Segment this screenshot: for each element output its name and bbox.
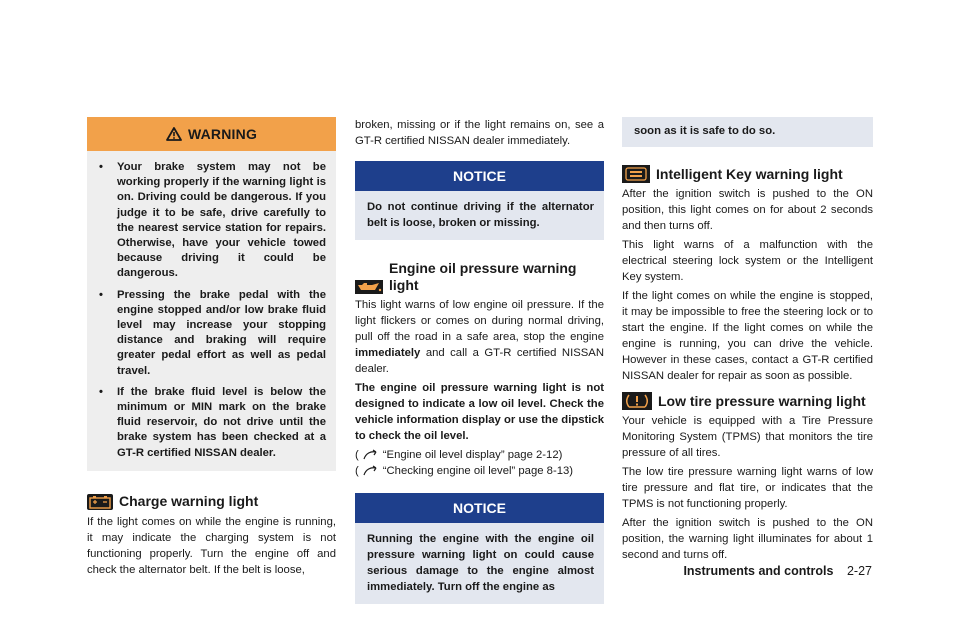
notice-body: Do not continue driving if the alternator belt is loose, broken or missing. bbox=[367, 201, 594, 229]
page-footer bbox=[683, 564, 872, 578]
notice-header: NOTICE bbox=[355, 493, 604, 523]
key-heading: Intelligent Key warning light bbox=[622, 165, 873, 183]
tire-heading: Low tire pressure warning light bbox=[622, 392, 873, 410]
key-text-1: After the ignition switch is pushed to the ON position, this light comes on for about 2 seconds and then turns off. bbox=[622, 188, 873, 232]
tire-text-3: After the ignition switch is pushed to the ON position, the warning light illuminates for about 1 second and turns off. bbox=[622, 517, 873, 561]
reference-arrow-icon bbox=[362, 449, 380, 461]
key-text-2: This light warns of a malfunction with the electrical steering lock system or the Intelligent Key system. bbox=[622, 239, 873, 283]
reference-arrow-icon bbox=[362, 465, 380, 477]
notice-header: NOTICE bbox=[355, 161, 604, 191]
tire-pressure-icon bbox=[622, 392, 652, 410]
column-middle bbox=[355, 117, 604, 604]
oil-note: The engine oil pressure warning light is not designed to indicate a low oil level. Check the vehicle information display or use the dipstick to check the oil level. bbox=[355, 382, 604, 442]
oil-can-icon bbox=[355, 280, 383, 294]
charge-text: If the light comes on while the engine is running, it may indicate the charging system is not functioning properly. Turn the engine off and check the alternator belt. If the belt is loose, bbox=[87, 515, 336, 576]
battery-icon bbox=[87, 494, 113, 510]
column-right bbox=[622, 117, 873, 566]
notice-box-continued bbox=[622, 117, 873, 147]
column-left bbox=[87, 117, 336, 581]
notice-body: Running the engine with the engine oil pressure warning light on could cause serious damage to the engine almost immediately. Turn off the engine as bbox=[367, 533, 594, 593]
notice-body: soon as it is safe to do so. bbox=[634, 125, 776, 137]
tire-text-2: The low tire pressure warning light warns of low tire pressure and flat tire, or indicates that the TPMS is not functioning properly. bbox=[622, 466, 873, 510]
page-number: 2-27 bbox=[846, 564, 872, 578]
warning-box bbox=[87, 117, 336, 471]
oil-heading: Engine oil pressure warning light bbox=[355, 260, 604, 294]
warning-triangle-icon bbox=[166, 127, 182, 141]
notice-box-oil bbox=[355, 493, 604, 604]
warning-item: • Your brake system may not be working properly if the warning light is on. Driving could be dangerous. If you judge it to be safe, drive carefully to the nearest service station for repairs. Otherwise, have your vehicle towed because driving it could be dangerous. bbox=[99, 161, 326, 280]
notice-box-alternator bbox=[355, 161, 604, 240]
key-text-3: If the light comes on while the engine is stopped, it may be impossible to free the steering lock or to start the engine. If the light comes on while the engine is running, you can drive the vehicle. However in these cases, contact a GT-R certified NISSAN dealer for repair as soon as possible. bbox=[622, 290, 873, 382]
warning-body bbox=[87, 151, 336, 471]
warning-header bbox=[87, 117, 336, 151]
warning-title: WARNING bbox=[187, 126, 258, 142]
oil-text: This light warns of low engine oil pressure. If the light flickers or comes on during normal driving, pull off the road in a safe area, stop the engine immediately and call a GT-R certified NISSAN dealer. bbox=[355, 299, 604, 375]
warning-item: • If the brake fluid level is below the minimum or MIN mark on the brake fluid reservoir, do not drive until the brake system has been checked at a GT-R certified NISSAN dealer. bbox=[99, 385, 326, 459]
charge-text-continued: broken, missing or if the light remains on, see a GT-R certified NISSAN dealer immediately. bbox=[355, 119, 604, 147]
warning-item: • Pressing the brake pedal with the engine stopped and/or low brake fluid level may increase your stopping distance and braking will require greater pedal effort as well as pedal travel. bbox=[99, 288, 326, 377]
reference-link[interactable]: ( “Checking engine oil level” page 8-13) bbox=[355, 465, 574, 477]
reference-link[interactable]: ( “Engine oil level display” page 2-12) bbox=[355, 449, 563, 461]
charge-heading: Charge warning light bbox=[87, 493, 336, 510]
footer-section: Instruments and controls bbox=[683, 564, 834, 578]
tire-text-1: Your vehicle is equipped with a Tire Pressure Monitoring System (TPMS) that monitors the tire pressure of all tires. bbox=[622, 415, 873, 459]
intelligent-key-icon bbox=[622, 165, 650, 183]
